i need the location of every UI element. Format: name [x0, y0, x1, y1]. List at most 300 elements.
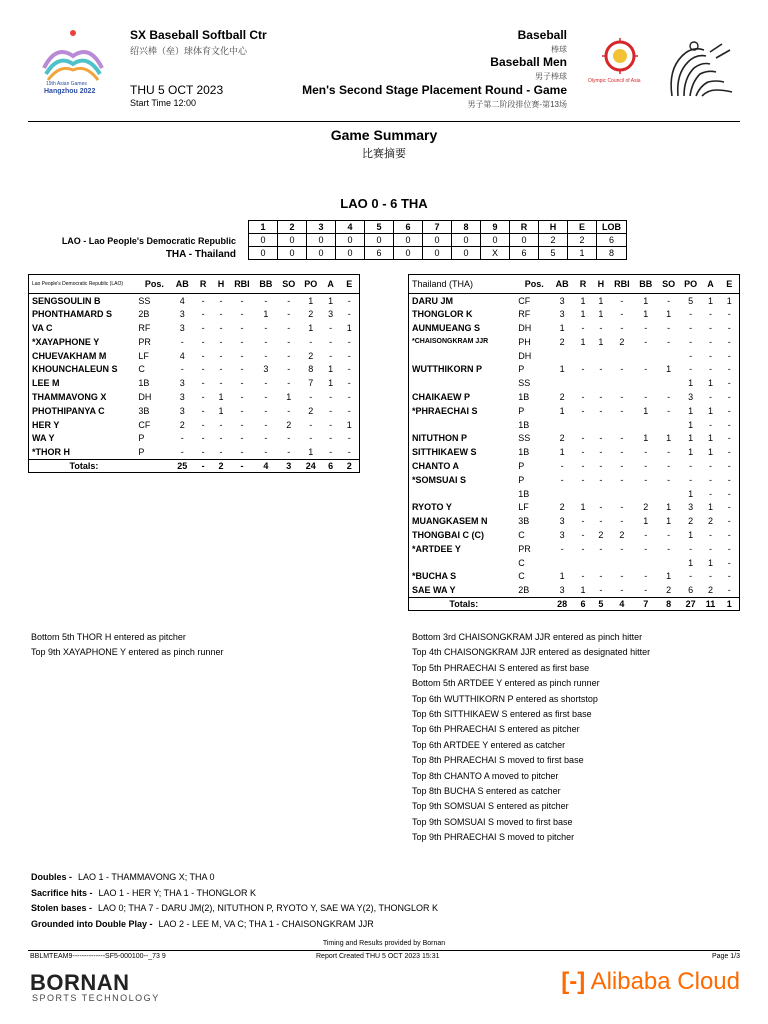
total-cell: -	[230, 459, 254, 473]
stat-cell: 3	[328, 309, 334, 320]
extra-stat-line	[31, 901, 438, 917]
stat-cell: -	[287, 322, 291, 333]
stat-cell: -	[560, 460, 564, 471]
column-header: PO	[300, 275, 322, 294]
lao-substitution-notes	[31, 630, 223, 661]
tha-player-row	[409, 307, 740, 321]
stat-cell: -	[599, 502, 603, 513]
linescore-cell: 0	[365, 234, 394, 247]
player-name: LEE M	[32, 378, 60, 389]
stat-cell: 1	[726, 295, 732, 306]
column-header: H	[212, 275, 230, 294]
player-position: P	[138, 433, 145, 444]
alibaba-cloud-logo	[561, 968, 740, 996]
stat-cell: -	[240, 336, 244, 347]
player-position: CF	[518, 295, 531, 306]
stat-cell: 1	[328, 364, 334, 375]
linescore-header-row	[249, 221, 627, 234]
tha-box-score	[408, 274, 740, 611]
stat-cell: -	[599, 460, 603, 471]
lao-player-row	[29, 321, 360, 335]
stat-cell: -	[620, 322, 624, 333]
stat-cell: -	[264, 295, 268, 306]
stat-cell: -	[599, 322, 603, 333]
column-header: E	[340, 275, 360, 294]
substitution-note: Top 6th WUTTHIKORN P entered as shortstop	[412, 693, 598, 704]
stat-cell: 3	[688, 391, 694, 402]
stat-cell: -	[347, 378, 351, 389]
stat-cell: 3	[559, 309, 565, 320]
venue-name-cn: 绍兴棒（垒）球体育文化中心	[130, 46, 248, 56]
stat-cell: -	[329, 350, 333, 361]
total-cell: 3	[278, 459, 300, 473]
stat-cell: -	[581, 516, 585, 527]
stat-cell: -	[599, 405, 603, 416]
stat-cell: -	[620, 474, 624, 485]
stat-cell: -	[201, 378, 205, 389]
stat-cell: 1	[643, 309, 649, 320]
player-position: PH	[518, 336, 531, 347]
player-name: SITTHIKAEW S	[412, 447, 477, 458]
player-name: *BUCHA S	[412, 571, 457, 582]
lao-player-row	[29, 431, 360, 445]
linescore-header-cell: 4	[336, 221, 365, 234]
page-number: Page 1/3	[711, 953, 740, 960]
stat-cell: -	[667, 447, 671, 458]
stat-cell: 1	[688, 557, 694, 568]
stat-cell: 1	[308, 295, 314, 306]
phase-name: Men's Second Stage Placement Round - Game	[302, 83, 567, 97]
stat-cell: -	[620, 571, 624, 582]
total-cell: 11	[702, 597, 720, 611]
substitution-note: Top 5th PHRAECHAI S entered as first base	[412, 662, 590, 673]
stat-cell: 2	[559, 391, 565, 402]
lao-player-row	[29, 335, 360, 349]
report-created: Report Created THU 5 OCT 2023 15:31	[316, 953, 440, 960]
player-name: DARU JM	[412, 295, 454, 306]
lao-player-row	[29, 376, 360, 390]
player-name: WUTTHIKORN P	[412, 364, 482, 375]
stat-cell: 2	[666, 584, 672, 595]
game-extra-stats	[31, 870, 438, 932]
lao-player-row	[29, 294, 360, 308]
stat-cell: 1	[218, 391, 224, 402]
tha-player-row	[409, 473, 740, 487]
player-position: 1B	[518, 419, 530, 430]
stat-cell	[658, 376, 680, 390]
stat-cell: 1	[598, 295, 604, 306]
stat-cell: -	[180, 336, 184, 347]
tha-player-row	[409, 583, 740, 597]
stat-cell: -	[727, 322, 731, 333]
stat-cell: -	[709, 419, 713, 430]
stat-cell: -	[599, 433, 603, 444]
substitution-note: Top 9th SOMSUAI S entered as pitcher	[412, 801, 569, 812]
stat-cell: -	[709, 309, 713, 320]
linescore-header-cell: 9	[481, 221, 510, 234]
stat-cell: 1	[643, 295, 649, 306]
stat-cell: 1	[218, 405, 224, 416]
total-cell: 1	[720, 597, 740, 611]
stat-cell: -	[644, 474, 648, 485]
stat-cell: -	[347, 391, 351, 402]
player-name: *SOMSUAI S	[412, 474, 467, 485]
stat-cell: -	[264, 433, 268, 444]
team-label: Thailand (THA)	[409, 275, 519, 294]
player-name	[409, 376, 519, 390]
player-position: 1B	[518, 391, 530, 402]
stat-cell: 1	[308, 322, 314, 333]
tha-player-row	[409, 459, 740, 473]
stat-cell: 1	[328, 295, 334, 306]
stat-cell: 3	[559, 516, 565, 527]
stat-cell	[610, 349, 634, 363]
stat-cell: -	[329, 405, 333, 416]
stat-cell: -	[620, 516, 624, 527]
stat-cell: -	[201, 433, 205, 444]
stat-cell: -	[599, 364, 603, 375]
oca-logo-text: Olympic Council of Asia	[588, 78, 641, 84]
hangzhou-logo-line1: 19th Asian Games	[46, 81, 87, 87]
stat-cell: -	[201, 364, 205, 375]
stat-cell: -	[329, 336, 333, 347]
player-name: VA C	[32, 322, 53, 333]
player-name: THAMMAVONG X	[32, 391, 107, 402]
footer-divider	[28, 950, 740, 951]
stat-cell	[634, 556, 658, 570]
stat-cell: -	[727, 419, 731, 430]
stat-cell: -	[264, 378, 268, 389]
stat-cell: -	[581, 543, 585, 554]
stat-cell: -	[287, 378, 291, 389]
linescore-header-cell: H	[539, 221, 568, 234]
stat-cell: -	[287, 309, 291, 320]
extra-stat-label: Grounded into Double Play -	[31, 918, 153, 929]
lao-box-header	[29, 275, 360, 294]
stat-cell: 1	[580, 309, 586, 320]
player-position: DH	[518, 350, 532, 361]
player-position: C	[138, 364, 145, 375]
phase-name-cn: 男子第二阶段排位赛-第13场	[467, 100, 567, 109]
stat-cell: -	[219, 295, 223, 306]
stat-cell: 1	[598, 309, 604, 320]
stat-cell: -	[727, 391, 731, 402]
stat-cell: 3	[179, 322, 185, 333]
stat-cell: -	[644, 571, 648, 582]
linescore-cell: 0	[307, 247, 336, 260]
column-header: PO	[680, 275, 702, 294]
total-cell: 6	[574, 597, 592, 611]
stat-cell: -	[667, 529, 671, 540]
column-header: RBI	[610, 275, 634, 294]
stat-cell: -	[581, 433, 585, 444]
player-position: CF	[138, 419, 151, 430]
tha-player-row	[409, 362, 740, 376]
player-name: NITUTHON P	[412, 433, 467, 444]
stat-cell: -	[709, 460, 713, 471]
stat-cell: -	[667, 336, 671, 347]
tha-player-row	[409, 542, 740, 556]
stat-cell: -	[727, 488, 731, 499]
linescore-cell: 5	[539, 247, 568, 260]
stat-cell: -	[581, 474, 585, 485]
stat-cell: -	[287, 336, 291, 347]
player-position: 2B	[138, 309, 150, 320]
stat-cell: -	[287, 364, 291, 375]
stat-cell: 1	[580, 584, 586, 595]
lao-player-row	[29, 390, 360, 404]
stat-cell: -	[689, 309, 693, 320]
substitution-note: Top 6th ARTDEE Y entered as catcher	[412, 739, 566, 750]
stat-cell: -	[620, 295, 624, 306]
substitution-note: Bottom 5th THOR H entered as pitcher	[31, 632, 186, 642]
stat-cell: -	[727, 378, 731, 389]
total-cell: 27	[680, 597, 702, 611]
stat-cell	[658, 556, 680, 570]
stat-cell	[634, 487, 658, 501]
stat-cell	[592, 556, 610, 570]
extra-stat-text: LAO 2 - LEE M, VA C; THA 1 - CHAISONGKRAM JJR	[158, 918, 374, 929]
player-position: C	[518, 557, 525, 568]
stat-cell: 1	[346, 419, 352, 430]
player-position: P	[518, 405, 525, 416]
stat-cell: 3	[688, 502, 694, 513]
lao-player-row	[29, 445, 360, 459]
stat-cell: 1	[688, 433, 694, 444]
stat-cell: 1	[666, 502, 672, 513]
stat-cell: -	[727, 502, 731, 513]
player-position: LF	[518, 502, 529, 513]
stat-cell: -	[240, 364, 244, 375]
page-title-cn: 比赛摘要	[362, 148, 406, 160]
stat-cell: -	[240, 405, 244, 416]
extra-stat-text: LAO 1 - THAMMAVONG X; THA 0	[78, 872, 215, 882]
stat-cell: -	[201, 295, 205, 306]
stat-cell: -	[644, 322, 648, 333]
sport-name: Baseball	[517, 28, 567, 42]
stat-cell: -	[240, 322, 244, 333]
player-position: SS	[138, 295, 151, 306]
stat-cell: -	[709, 488, 713, 499]
stat-cell	[658, 349, 680, 363]
stat-cell: -	[689, 336, 693, 347]
stat-cell: -	[667, 322, 671, 333]
stat-cell: 1	[559, 322, 565, 333]
stat-cell: -	[240, 419, 244, 430]
stat-cell: -	[287, 350, 291, 361]
tha-player-row	[409, 349, 740, 363]
stat-cell: 1	[708, 557, 714, 568]
stat-cell: -	[620, 543, 624, 554]
linescore-cell: 2	[539, 234, 568, 247]
stat-cell: -	[240, 391, 244, 402]
stat-cell: 1	[708, 405, 714, 416]
stat-cell: 1	[666, 516, 672, 527]
column-header: BB	[254, 275, 278, 294]
stat-cell: -	[620, 433, 624, 444]
stat-cell: -	[219, 433, 223, 444]
player-position: 3B	[138, 405, 150, 416]
stat-cell: -	[709, 543, 713, 554]
stat-cell: -	[620, 364, 624, 375]
stat-cell: 2	[598, 529, 604, 540]
stat-cell: -	[644, 391, 648, 402]
tha-substitution-notes	[412, 630, 650, 846]
stat-cell: -	[599, 571, 603, 582]
extra-stat-text: LAO 0; THA 7 - DARU JM(2), NITUTHON P, RYOTO Y, SAE WA Y(2), THONGLOR K	[98, 903, 438, 914]
player-position: DH	[518, 322, 532, 333]
stat-cell: 1	[708, 378, 714, 389]
stat-cell	[574, 487, 592, 501]
stat-cell: 2	[708, 516, 714, 527]
stat-cell: -	[727, 543, 731, 554]
stat-cell: -	[727, 309, 731, 320]
stat-cell: -	[347, 295, 351, 306]
stat-cell: 2	[308, 350, 314, 361]
stat-cell: -	[240, 378, 244, 389]
player-name	[409, 556, 519, 570]
linescore-cell: 0	[423, 247, 452, 260]
results-provider: Timing and Results provided by Bornan	[322, 940, 446, 947]
stat-cell: -	[329, 446, 333, 457]
player-position: C	[518, 529, 525, 540]
stat-cell: -	[347, 446, 351, 457]
player-position: P	[518, 474, 525, 485]
column-header: SO	[278, 275, 300, 294]
linescore-header-cell: 8	[452, 221, 481, 234]
column-header: R	[574, 275, 592, 294]
column-header: AB	[550, 275, 574, 294]
stat-cell: -	[219, 309, 223, 320]
stat-cell	[610, 418, 634, 432]
tha-player-row	[409, 376, 740, 390]
stat-cell: -	[347, 309, 351, 320]
stat-cell: -	[287, 295, 291, 306]
stat-cell: -	[347, 433, 351, 444]
stat-cell: -	[709, 391, 713, 402]
extra-stat-label: Sacrifice hits -	[31, 887, 93, 898]
player-position: PR	[518, 543, 531, 554]
substitution-note: Bottom 3rd CHAISONGKRAM JJR entered as pinch hitter	[412, 632, 643, 642]
player-name: *XAYAPHONE Y	[32, 336, 100, 347]
linescore-cell: 0	[278, 234, 307, 247]
player-name: PHONTHAMARD S	[32, 309, 112, 320]
event-name-cn: 男子棒球	[535, 72, 567, 81]
stat-cell: 3	[559, 584, 565, 595]
stat-cell: -	[727, 557, 731, 568]
linescore-cell: 0	[249, 234, 278, 247]
baseball-pictogram	[660, 40, 742, 98]
total-cell: 24	[300, 459, 322, 473]
lao-player-row	[29, 418, 360, 432]
stat-cell: -	[727, 571, 731, 582]
stat-cell: -	[689, 322, 693, 333]
stat-cell: -	[581, 571, 585, 582]
substitution-note: Top 9th SOMSUAI S moved to first base	[412, 816, 573, 827]
player-position: RF	[138, 322, 151, 333]
stat-cell: 1	[666, 571, 672, 582]
stat-cell: -	[689, 460, 693, 471]
stat-cell: -	[599, 516, 603, 527]
page-title: Game Summary	[330, 127, 438, 143]
stat-cell: -	[599, 474, 603, 485]
player-name: *PHRAECHAI S	[412, 405, 478, 416]
stat-cell: -	[201, 419, 205, 430]
stat-cell: 1	[559, 364, 565, 375]
stat-cell: 7	[308, 378, 314, 389]
stat-cell: -	[689, 350, 693, 361]
stat-cell: -	[709, 474, 713, 485]
linescore-cell: 2	[568, 234, 597, 247]
alibaba-cloud-label: Alibaba Cloud	[590, 968, 740, 995]
total-cell: 8	[658, 597, 680, 611]
stat-cell: -	[599, 584, 603, 595]
stat-cell	[634, 349, 658, 363]
stat-cell: 3	[179, 405, 185, 416]
stat-cell: 1	[708, 447, 714, 458]
total-cell: 2	[212, 459, 230, 473]
stat-cell: 1	[598, 336, 604, 347]
player-position: LF	[138, 350, 149, 361]
stat-cell: 1	[666, 309, 672, 320]
column-header: E	[720, 275, 740, 294]
stat-cell: 1	[688, 447, 694, 458]
substitution-note: Top 8th PHRAECHAI S moved to first base	[412, 755, 584, 766]
stat-cell: -	[709, 364, 713, 375]
linescore-cell: 0	[394, 234, 423, 247]
stat-cell: -	[581, 322, 585, 333]
linescore-cell: 0	[278, 247, 307, 260]
tha-player-row	[409, 321, 740, 335]
stat-cell: -	[709, 571, 713, 582]
tha-player-row	[409, 404, 740, 418]
linescore-table	[248, 220, 627, 260]
lao-player-row	[29, 307, 360, 321]
stat-cell: 8	[308, 364, 314, 375]
stat-cell	[592, 376, 610, 390]
stat-cell: -	[180, 433, 184, 444]
stat-cell: 1	[580, 336, 586, 347]
stat-cell: -	[727, 584, 731, 595]
player-position: 1B	[518, 447, 530, 458]
player-position: 1B	[518, 488, 530, 499]
linescore-cell: 0	[452, 234, 481, 247]
stat-cell	[658, 487, 680, 501]
linescore-cell: 0	[336, 247, 365, 260]
stat-cell: -	[689, 474, 693, 485]
player-name: CHUEVAKHAM M	[32, 350, 107, 361]
stat-cell: -	[560, 543, 564, 554]
stat-cell: 2	[559, 433, 565, 444]
stat-cell: -	[240, 295, 244, 306]
stat-cell: -	[201, 350, 205, 361]
stat-cell	[574, 349, 592, 363]
stat-cell	[574, 556, 592, 570]
total-cell: 4	[254, 459, 278, 473]
player-name: WA Y	[32, 433, 55, 444]
column-header: R	[194, 275, 212, 294]
stat-cell: -	[620, 405, 624, 416]
player-name: *THOR H	[32, 446, 70, 457]
hangzhou-2022-logo	[36, 26, 110, 100]
stat-cell: -	[727, 516, 731, 527]
stat-cell: 3	[559, 295, 565, 306]
stat-cell: -	[219, 336, 223, 347]
player-name: PHOTHIPANYA C	[32, 405, 105, 416]
stat-cell: 2	[179, 419, 185, 430]
stat-cell: -	[581, 391, 585, 402]
substitution-note: Top 8th CHANTO A moved to pitcher	[412, 770, 559, 781]
